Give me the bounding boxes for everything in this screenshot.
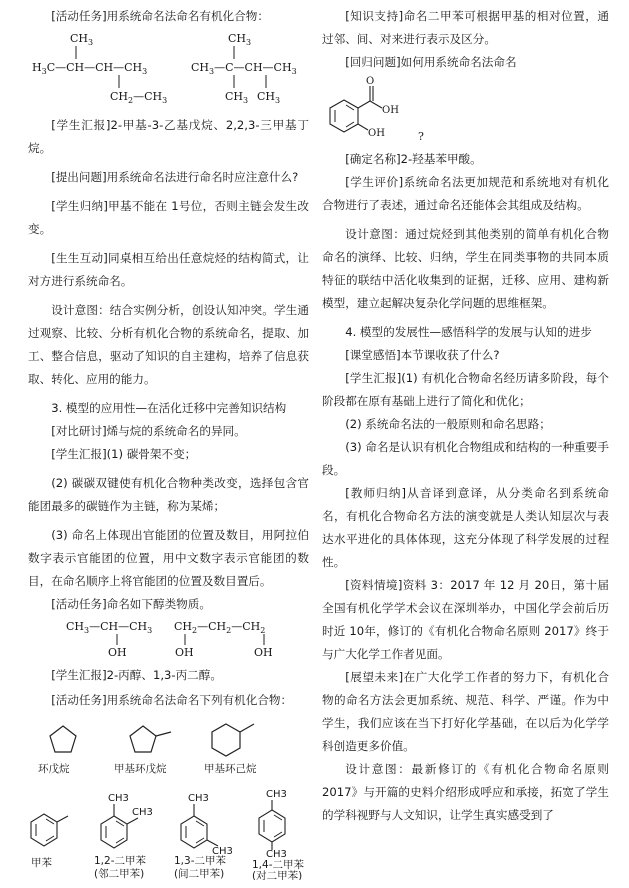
aromatic-sub-1: (邻二甲苯) bbox=[94, 868, 145, 880]
ring-label-1: 甲基环戊烷 bbox=[114, 763, 167, 775]
student-report-1: [学生汇报]2-甲基-3-乙基戊烷、2,2,3-三甲基丁烷。 bbox=[28, 118, 309, 155]
formula-2-2-3-trimethylbutane bbox=[191, 32, 297, 105]
report-point-3: (3) 命名上体现出官能团的位置及数目，用阿拉伯数字表示官能团的位置，用中文数字表示官能团的数目，在命名顺序上将官能团的位置及数目置后。 bbox=[28, 528, 309, 588]
f2-ch3-bottom-a: $CH_3$ bbox=[225, 90, 249, 105]
question-mark: ? bbox=[418, 130, 424, 143]
activity-task-2: [活动任务]命名如下醇类物质。 bbox=[51, 597, 211, 611]
aromatic-sub-3: (对二甲苯) bbox=[252, 870, 303, 880]
alkane-formulas-figure bbox=[28, 28, 309, 108]
aromatic-sub-2: (间二甲苯) bbox=[174, 868, 225, 880]
left-column bbox=[28, 0, 309, 880]
determine-name: [确定名称]2-羟基苯甲酸。 bbox=[345, 152, 482, 166]
student-evaluation: [学生评价]系统命名法更加规范和系统地对有机化合物进行了表述，通过命名还能体会其组成及结构。 bbox=[322, 175, 609, 212]
teacher-summary: [教师归纳]从音译到意译，从分类命名到系统命名，有机化合物命名方法的演变就是人类认知层次与表达水平进化的具体体现，这充分体现了科学发展的过程性。 bbox=[322, 486, 609, 569]
propane-1-3-diol bbox=[174, 620, 273, 659]
knowledge-support: [知识支持]命名二甲苯可根据甲基的相对位置，通过邻、间、对来进行表示及区分。 bbox=[322, 9, 609, 46]
o-xylene-ch3-a: CH3 bbox=[108, 793, 129, 804]
future-outlook: [展望未来]在广大化学工作者的努力下，有机化合物的命名方法会更加系统、规范、科学、严谨。作为中学生，我们应该在当下打好化学基础，在以后为化学学科创造更多价值。 bbox=[322, 670, 609, 753]
carboxyl-bond bbox=[358, 101, 370, 108]
ring-label-0: 环戊烷 bbox=[38, 763, 70, 775]
m-xylene-ch3-a: CH3 bbox=[188, 793, 209, 804]
alcohols-svg bbox=[28, 616, 309, 660]
toluene-structure bbox=[31, 814, 68, 869]
ring-label-2: 甲基环己烷 bbox=[204, 763, 257, 775]
peer-interaction: [生生互动]同桌相互给出任意烷烃的结构简式，让对方进行系统命名。 bbox=[28, 251, 309, 288]
cyclopentane-ring bbox=[50, 726, 76, 752]
diol-chain: $CH_2—CH_2—CH_2$ bbox=[174, 620, 266, 635]
aromatics-svg bbox=[28, 788, 309, 880]
salicylic-acid-svg bbox=[322, 74, 609, 148]
right-column bbox=[322, 0, 609, 827]
cycloalkanes-figure bbox=[28, 712, 309, 788]
report-point-2: (2) 碳碳双键使有机化合物种类改变，选择包含官能团最多的碳链作为主链，称为某烯； bbox=[28, 476, 309, 513]
student-report-3: [学生汇报]2-丙醇、1,3-丙二醇。 bbox=[51, 668, 222, 682]
f1-ch3-top: $CH_3$ bbox=[70, 32, 94, 47]
alcohols-figure bbox=[28, 616, 309, 660]
o-xylene-ch3-b: CH3 bbox=[132, 807, 153, 818]
report-point-4-2: (2) 系统命名法的一般原则和命名思路； bbox=[345, 417, 551, 431]
section-3-heading: 3. 模型的应用性—在活化迁移中完善知识结构 bbox=[51, 401, 287, 415]
design-intent-3: 设计意图：最新修订的《有机化合物命名原则 2017》与开篇的史料介绍形成呼应和承接，拓宽了学生的学科视野与人文知识，让学生真实感受到了 bbox=[322, 762, 609, 822]
aromatic-label-0: 甲苯 bbox=[31, 857, 52, 869]
cycloalkanes-svg bbox=[28, 712, 309, 788]
return-question: [回归问题]如何用系统命名法命名 bbox=[345, 55, 517, 69]
methylcyclohexane-methyl bbox=[240, 724, 254, 732]
design-intent-2: 设计意图：通过烷烃到其他类别的简单有机化合物命名的演绎、比较、归纳，学生在同类事物的共同本质特征的联结中活化收集到的证据，迁移、应用、建构新模型，建立起解决复杂化学问题的思维框架。 bbox=[322, 227, 609, 310]
design-intent-1: 设计意图：结合实例分析，创设认知冲突。学生通过观察、比较、分析有机化合物的系统命名，提取、加工、整合信息，驱动了知识的自主建构，培养了信息获取、转化、应用的能力。 bbox=[28, 303, 309, 386]
p-xylene-ch3-a: CH3 bbox=[266, 789, 287, 800]
carboxyl-oh: OH bbox=[382, 105, 399, 116]
f2-main-chain: $CH_3—C—CH—CH_3$ bbox=[191, 61, 297, 76]
o-xylene-structure bbox=[94, 793, 153, 880]
aromatics-figure bbox=[28, 788, 309, 880]
benzene-ring bbox=[330, 100, 358, 132]
student-summary: [学生归纳]甲基不能在 1号位，否则主链会发生改变。 bbox=[28, 199, 309, 236]
p-xylene-ch3-b: CH3 bbox=[266, 849, 287, 860]
salicylic-acid-figure bbox=[322, 74, 609, 148]
m-xylene-ch3-b: CH3 bbox=[212, 846, 233, 857]
activity-task-3: [活动任务]用系统命名法命名下列有机化合物： bbox=[51, 693, 293, 707]
raise-question: [提出问题]用系统命名法进行命名时应注意什么? bbox=[51, 170, 299, 184]
f2-ch3-top: $CH_3$ bbox=[228, 32, 252, 47]
carbonyl-o: O bbox=[366, 76, 375, 87]
f2-ch3-bottom-b: $CH_3$ bbox=[257, 90, 281, 105]
diol-oh-1: OH bbox=[175, 646, 194, 659]
comparative-study: [对比研讨]烯与烷的系统命名的异同。 bbox=[51, 424, 246, 438]
propanol-oh: OH bbox=[108, 646, 127, 659]
activity-task-1: [活动任务]用系统命名法命名有机化合物： bbox=[51, 9, 269, 23]
class-reflection: [课堂感悟]本节课收获了什么? bbox=[345, 348, 500, 362]
methylcyclopentane-ring bbox=[130, 726, 156, 752]
material-context: [资料情境]资料 3：2017 年 12 月 20日，第十届全国有机化学学术会议在深圳举办，中国化学会前后历时近 10年，修订的《有机化合物命名原则 2017》终于与广大化学工作者见面。 bbox=[322, 578, 609, 661]
f1-main-chain: $H_3C—CH—CH—CH_3$ bbox=[32, 61, 148, 76]
aromatic-label-2: 1,3-二甲苯 bbox=[174, 855, 226, 867]
student-report-2: [学生汇报](1) 碳骨架不变； bbox=[51, 447, 197, 461]
formula-2-methyl-3-ethylpentane bbox=[32, 32, 167, 105]
aromatic-label-1: 1,2-二甲苯 bbox=[94, 855, 146, 867]
propan-2-ol bbox=[66, 620, 152, 659]
section-4-heading: 4. 模型的发展性—感悟科学的发展与认知的进步 bbox=[345, 325, 592, 339]
aromatic-label-3: 1,4-二甲苯 bbox=[252, 859, 304, 871]
phenol-oh: OH bbox=[368, 128, 385, 139]
p-xylene-structure bbox=[252, 789, 304, 880]
f1-ethyl: $CH_2—CH_3$ bbox=[110, 90, 168, 105]
m-xylene-structure bbox=[174, 793, 233, 880]
student-report-4: [学生汇报](1) 有机化合物命名经历请多阶段，每个阶段都在原有基础上进行了简化和优化； bbox=[322, 371, 609, 408]
methylcyclohexane-ring bbox=[212, 724, 240, 756]
methylcyclopentane-methyl bbox=[156, 732, 171, 736]
diol-oh-2: OH bbox=[254, 646, 273, 659]
report-point-4-3: (3) 命名是认识有机化合物组成和结构的一种重要手段。 bbox=[322, 440, 609, 477]
alkane-formulas-svg bbox=[28, 28, 309, 108]
propanol-chain: $CH_3—CH—CH_3$ bbox=[66, 620, 153, 635]
